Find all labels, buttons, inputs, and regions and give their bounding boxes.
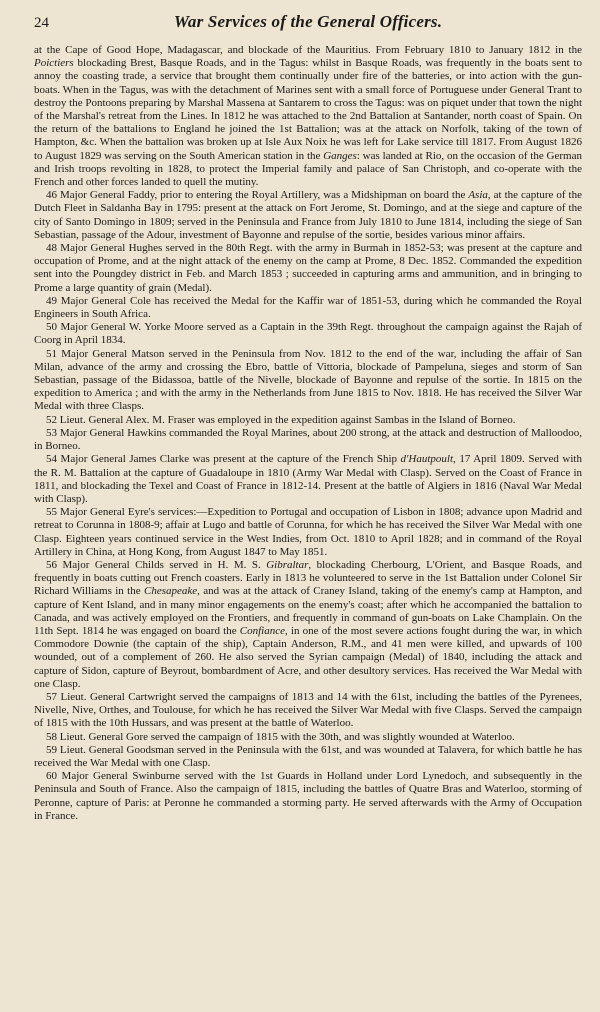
- text-run: : was landed at Rio, on the occasion of the German and Irish troops revolting in 1828, to protect the Imperial family and palace of San Christoph, and co-operate with the French and other forces landed to quell the mutiny.: [34, 149, 582, 189]
- page-header: [34, 12, 582, 38]
- paragraph-p48: [34, 242, 582, 295]
- text-run: blockading Brest, Basque Roads, and in the Tagus: whilst in Basque Roads, was frequently in the boats sent to annoy the coasting trade, a service that brought them continually under fire of the batteries, or into action with the gun-boats. When in the Tagus, was with the detachment of Marines sent with a small force of Portuguese under General Trant to destroy the Pontoons preparing by Marshal Massena at Santarem to cross the Tagus: was on piquet under that town the night of the Marshal's retreat from the Lines. In 1812 he was attached to the 2nd Battalion at Santander, north coast of Spain. On the return of the battalions to England he joined the 1st Battalion; was at the attack on Norfolk, taking of the town of Hampton, &c. When the battalion was broken up at Isle Aux Noix he was left for Lake service till 1817. From August 1826 to August 1829 was serving on the South American station in the: [34, 57, 582, 162]
- text-run: 54 Major General James Clarke was present at the capture of the French Ship: [46, 453, 401, 466]
- paragraph-p54: [34, 453, 582, 506]
- text-body: [34, 44, 582, 823]
- page-number: 24: [34, 15, 49, 31]
- paragraph-p52: [34, 414, 582, 427]
- paragraph-p55: [34, 506, 582, 559]
- text-run: 52 Lieut. General Alex. M. Fraser was employed in the expedition against Sambas in the Island of Borneo.: [46, 413, 516, 426]
- paragraph-p53: [34, 427, 582, 453]
- ship-name-italic: Gibraltar: [266, 558, 309, 571]
- paragraph-p57: [34, 691, 582, 731]
- paragraph-p59: [34, 744, 582, 770]
- text-run: 51 Major General Matson served in the Peninsula from Nov. 1812 to the end of the war, including the affair of San Milan, advance of the army and crossing the Ebro, battle of Vittoria, blockade of Pampeluna, sieges and storm of San Sebastian, passage of the Bidassoa, battle of the Nivelle, blockade of Bayonne and repulse of the sortie. In 1815 on the expedition to America ; and with the army in the Netherlands from June 1815 to Nov. 1818. He has received the Silver War Medal with three Clasps.: [34, 347, 582, 413]
- paragraph-p51: [34, 348, 582, 414]
- paragraph-p58: [34, 731, 582, 744]
- ship-name-italic: Poictiers: [34, 57, 74, 70]
- paragraph-p50: [34, 321, 582, 347]
- paragraph-p49: [34, 295, 582, 321]
- text-run: 48 Major General Hughes served in the 80th Regt. with the army in Burmah in 1852-53; was present at the capture and occupation of Prome, and at the night attack of the enemy on the camp at Prome, 8 Dec. 1852. Commanded the expedition sent into the Poungdey district in Feb. and March 1853 ; succeeded in capturing arms and ammunition, and in bringing to Prome a large quantity of grain (Medal).: [34, 242, 582, 294]
- text-run: , blockading Cherbourg, L'Orient, and Basque Roads, and frequently in boats cutting out French coasters. Early in 1813 he volunteered to serve in the 1st Battalion under Colonel Sir Richard Williams in the: [34, 558, 582, 598]
- running-title: War Services of the General Officers.: [173, 12, 443, 31]
- text-run: 57 Lieut. General Cartwright served the campaigns of 1813 and 14 with the 61st, including the battles of the Pyrenees, Nivelle, Nive, Orthes, and Toulouse, for which he has received the Silver War Medal with five Clasps. Served the campaign of 1815 with the 10th Hussars, and was present at the battle of Waterloo.: [34, 690, 582, 730]
- text-run: , in one of the most severe actions fought during the war, in which Commodore Downie (the captain of the ship), Captain Anderson, R.M., and 41 men were killed, and upwards of 100 wounded, out of a complement of 260. He also served the Syrian campaign (Medal) of 1840, including the attack and capture of Sidon, capture of Beyrout, bombardment of Acre, and other desultory services. Has received the War Medal with one Clasp.: [34, 624, 583, 690]
- text-run: 46 Major General Faddy, prior to entering the Royal Artillery, was a Midshipman on board the: [46, 189, 469, 202]
- text-run: at the Cape of Good Hope, Madagascar, and blockade of the Mauritius. From February 1810 to January 1812 in the: [34, 44, 582, 56]
- text-run: 60 Major General Swinburne served with the 1st Guards in Holland under Lord Lynedoch, and subsequently in the Peninsula and South of France. Also the campaign of 1815, including the battles of Quatre Bras and Waterloo, storming of Peronne, capture of Paris: at Peronne he commanded a storming party. He served afterwards with the Army of Occupation in France.: [34, 770, 582, 822]
- ship-name-italic: Confiance: [239, 624, 285, 637]
- text-run: , and was at the attack of Craney Island, taking of the enemy's camp at Hampton, and capture of Kent Island, and in many minor engagements on the enemy's coast; after which he accompanied the battalion to Canada, and was actively employed on the Frontiers, and frequently in command of gun-boats on Lake Champlain. On the 11th Sept. 1814 he was engaged on board the: [34, 585, 582, 637]
- ship-name-italic: Chesapeake: [143, 585, 198, 598]
- ship-name-italic: Ganges: [323, 149, 357, 162]
- text-run: 53 Major General Hawkins commanded the Royal Marines, about 200 strong, at the attack and destruction of Malloodoo, in Borneo.: [34, 426, 582, 453]
- text-run: 55 Major General Eyre's services:—Expedition to Portugal and occupation of Lisbon in 1808; advance upon Madrid and retreat to Corunna in 1808-9; affair at Lugo and battle of Corunna, for which he has received the Silver War Medal with one Clasp. Eighteen years continued service in the West Indies, from Oct. 1810 to April 1828; and in command of the Royal Artillery in China, at Hong Kong, from August 1847 to May 1851.: [34, 506, 582, 558]
- text-run: 59 Lieut. General Goodsman served in the Peninsula with the 61st, and was wounded at Talavera, for which battle he has received the War Medal with one Clasp.: [34, 743, 582, 769]
- paragraph-cont: [34, 44, 582, 189]
- ship-name-italic: Asia: [468, 189, 488, 202]
- text-run: , at the capture of the Dutch Fleet in Saldanha Bay in 1795: present at the attack on Fort Jerome, St. Domingo, and at the siege and capture of the city of Santo Domingo in 1809; served in the Peninsula and France from July 1810 to June 1814, including the siege of San Sebastian, passage of the Adour, investment of Bayonne and repulse of the sortie, besides various minor affairs.: [34, 189, 582, 241]
- paragraph-p56: [34, 559, 582, 691]
- paragraph-p46: [34, 189, 582, 242]
- paragraph-p60: [34, 770, 582, 823]
- text-run: 58 Lieut. General Gore served the campaign of 1815 with the 30th, and was slightly wounded at Waterloo.: [46, 730, 515, 743]
- text-run: 49 Major General Cole has received the Medal for the Kaffir war of 1851-53, during which he commanded the Royal Engineers in South Africa.: [34, 294, 582, 321]
- ship-name-italic: d'Hautpoult: [400, 453, 454, 466]
- text-run: , 17 April 1809. Served with the R. M. Battalion at the capture of Guadaloupe in 1810 (Army War Medal with Clasp). Served on the Coast of France in 1811, and blockading the Texel and Coast of France in 1812-14. Present at the battle of Algiers in 1816 (Naval War Medal with Clasp).: [34, 453, 582, 505]
- text-run: 56 Major General Childs served in H. M. S.: [46, 558, 267, 571]
- text-run: 50 Major General W. Yorke Moore served as a Captain in the 39th Regt. throughout the campaign against the Rajah of Coorg in April 1834.: [34, 321, 582, 347]
